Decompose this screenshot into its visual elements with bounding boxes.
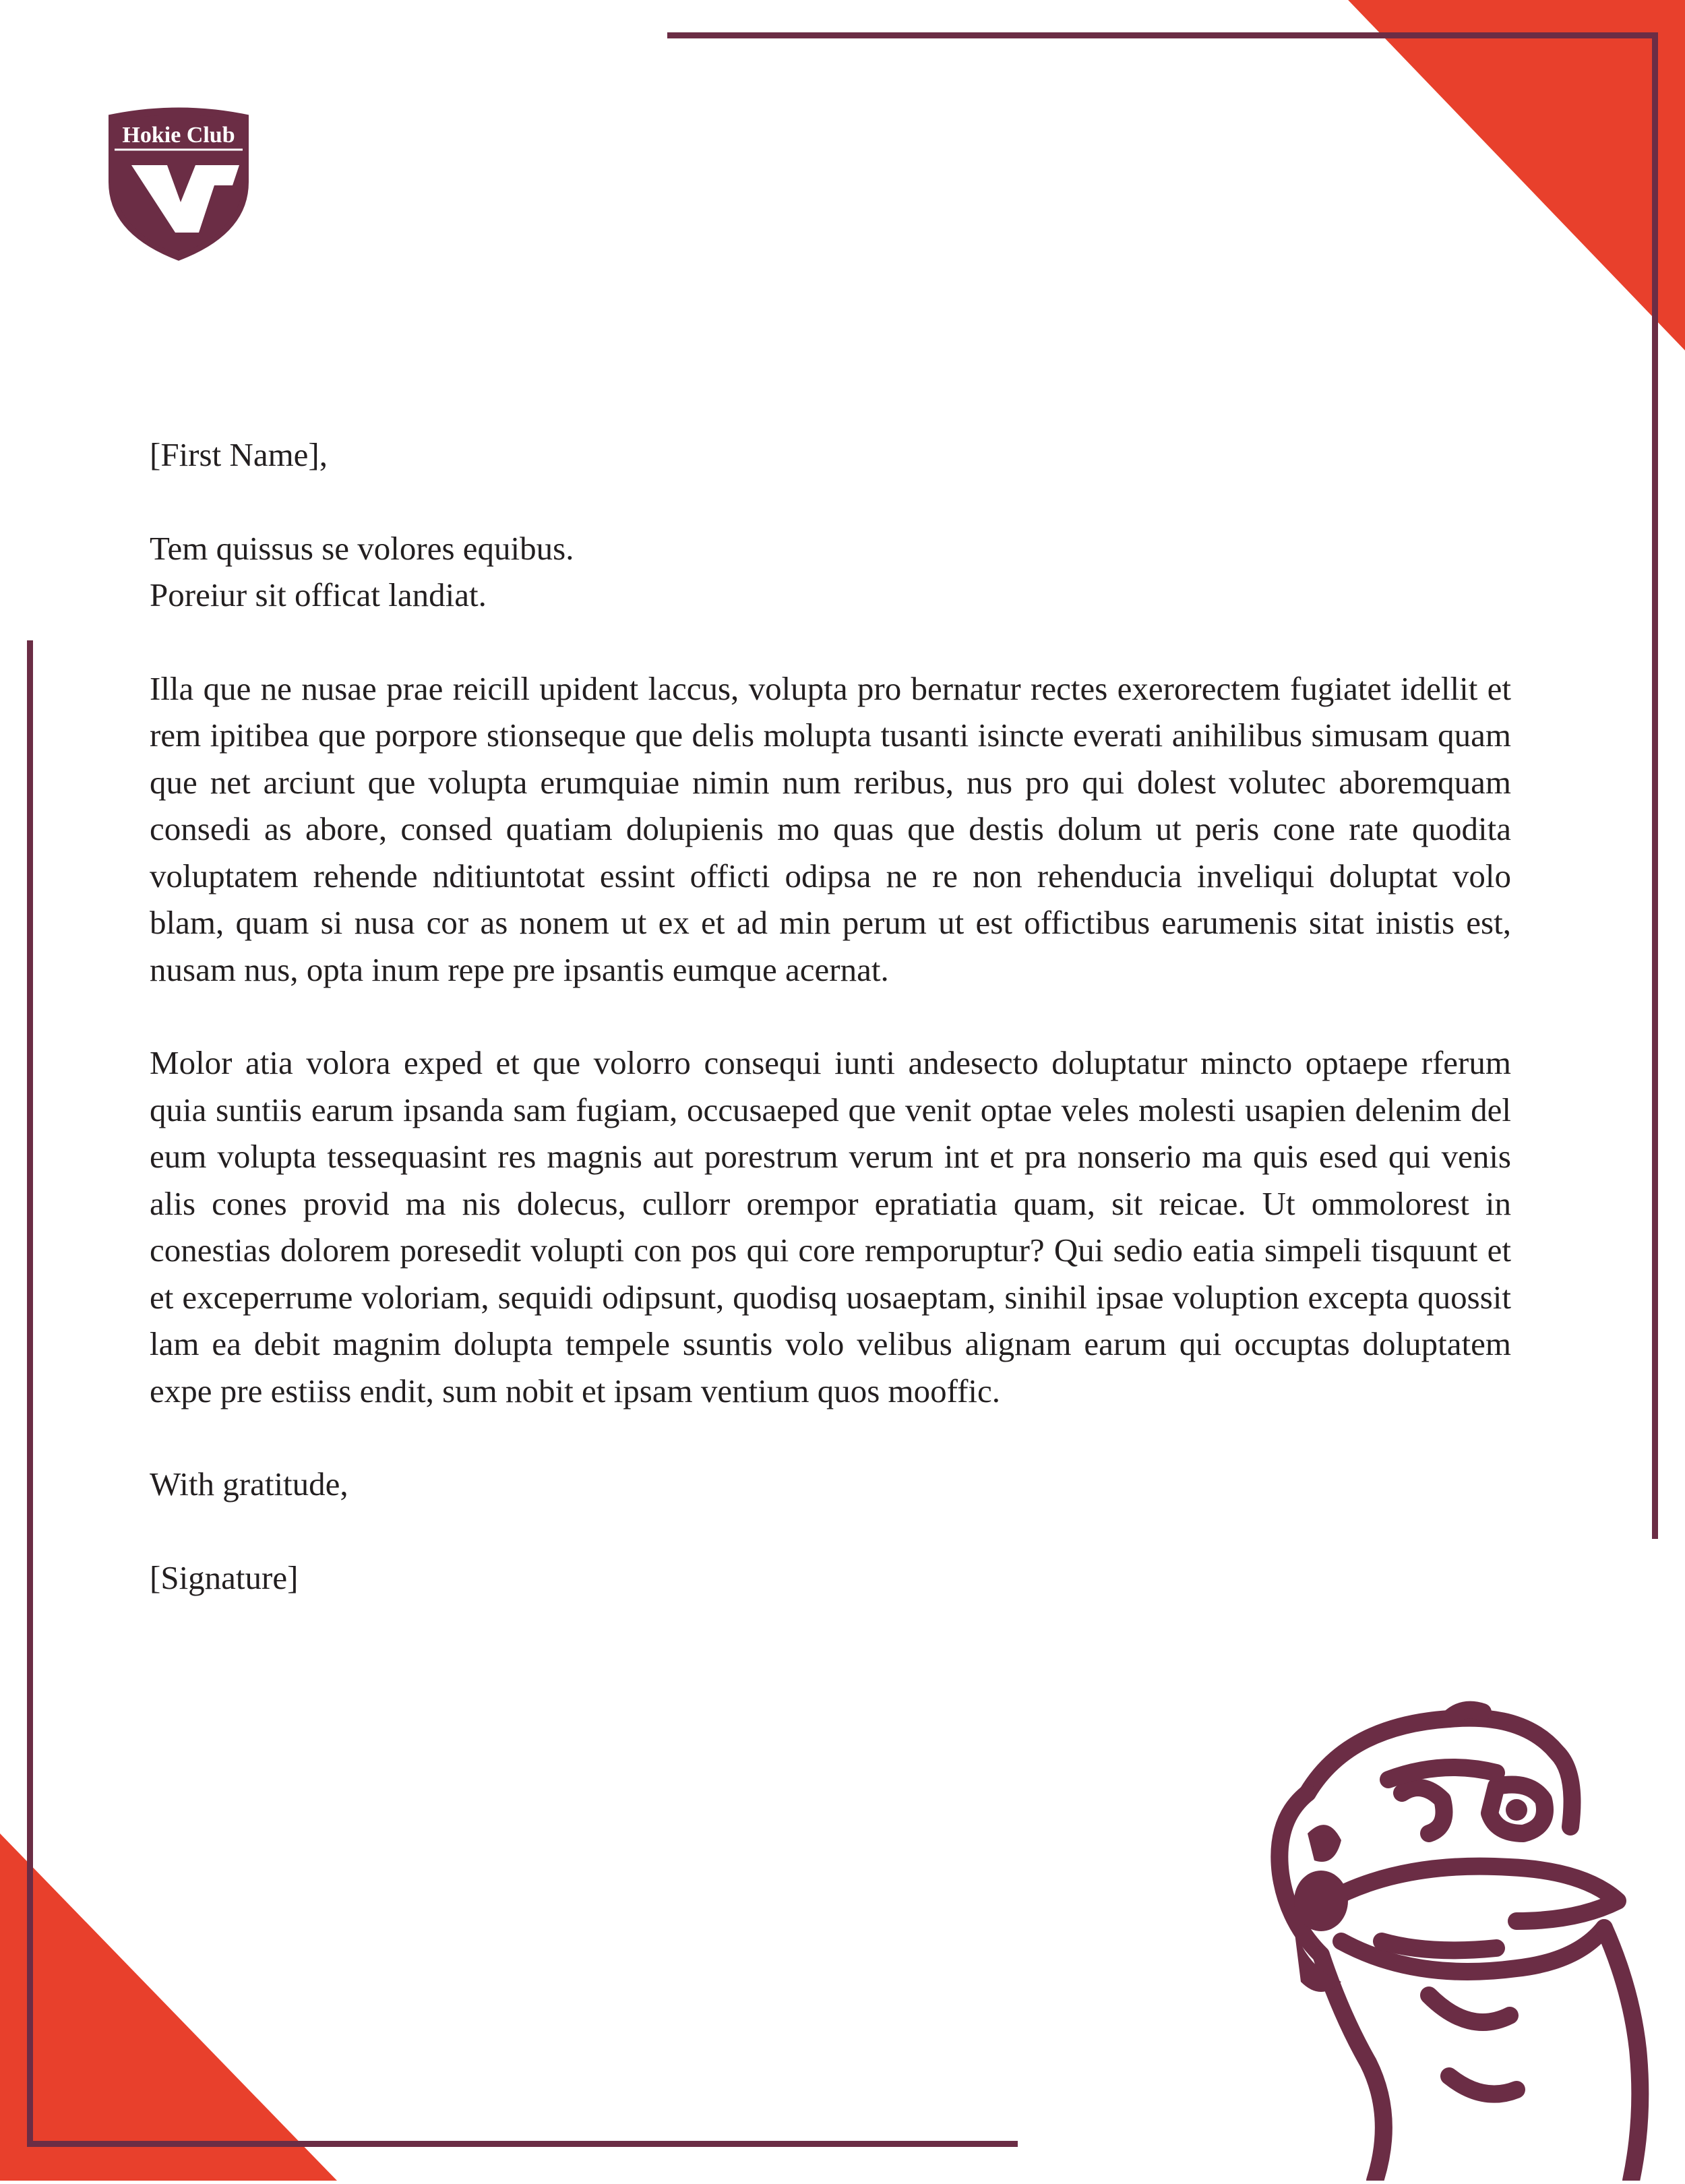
frame-line-top [667, 32, 1658, 38]
hokie-club-logo [94, 101, 263, 270]
hokiebird-icon [1227, 1699, 1685, 2181]
closing: With gratitude, [150, 1465, 348, 1503]
opening-line-1: Tem quissus se volores equibus. [150, 529, 574, 567]
frame-line-right [1652, 32, 1658, 1539]
opening-line-2: Poreiur sit officat landiat. [150, 576, 487, 613]
frame-line-left [27, 640, 33, 2147]
frame-line-bottom [27, 2141, 1018, 2147]
hokiebird-mascot [1227, 1699, 1685, 2181]
paragraph-2: Molor atia volora exped et que volorro consequi iunti andesecto doluptatur mincto optaepe rferum quia suntiis earum ipsanda sam fugiam, occusaeped que venit optae veles molesti usapien delenim del eum volupta tessequasint res magnis aut porestrum verum int et pra nonserio ma quis esed qui venis alis cones provid ma nis dolecus, cullorr orempor epratiatia quam, sit reicae. Ut ommolorest in conestias dolorem poresedit volupti con pos qui core remporuptur? Qui sedio eatia simpeli tisquunt et et exceperrume voloriam, sequidi odipsunt, quodisq uosaeptam, sinihil ipsae voluption excepta quossit lam ea debit magnim dolupta tempele ssuntis volo velibus alignam earum qui occuptas doluptatem expe pre estiiss endit, sum nobit et ipsam ventium quos mooffic. [150, 1044, 1511, 1409]
letter-body [150, 431, 1511, 1601]
signature: [Signature] [150, 1558, 299, 1596]
greeting: [First Name], [150, 436, 328, 473]
paragraph-1: Illa que ne nusae prae reicill upident laccus, volupta pro bernatur rectes exerorectem fugiatet idellit et rem ipitibea que porpore stionseque que delis molupta tusanti isincte everati anihilibus simusam quam que net arciunt que volupta erumquiae nimin num reribus, nus pro qui dolest volutec aboremquam consedi as abore, consed quatiam dolupienis mo quas que destis dolum ut peris cone rate quodita voluptatem rehende nditiuntotat essint officti odipsa ne re non rehenducia inveliqui doluptat volo blam, quam si nusa cor as nonem ut ex et ad min perum ut est offictibus earumenis sitat inistis est, nusam nus, opta inum repe pre ipsantis eumque acernat. [150, 669, 1511, 988]
shield-logo-icon [94, 101, 263, 270]
logo-wordmark: Hokie Club [122, 123, 235, 148]
